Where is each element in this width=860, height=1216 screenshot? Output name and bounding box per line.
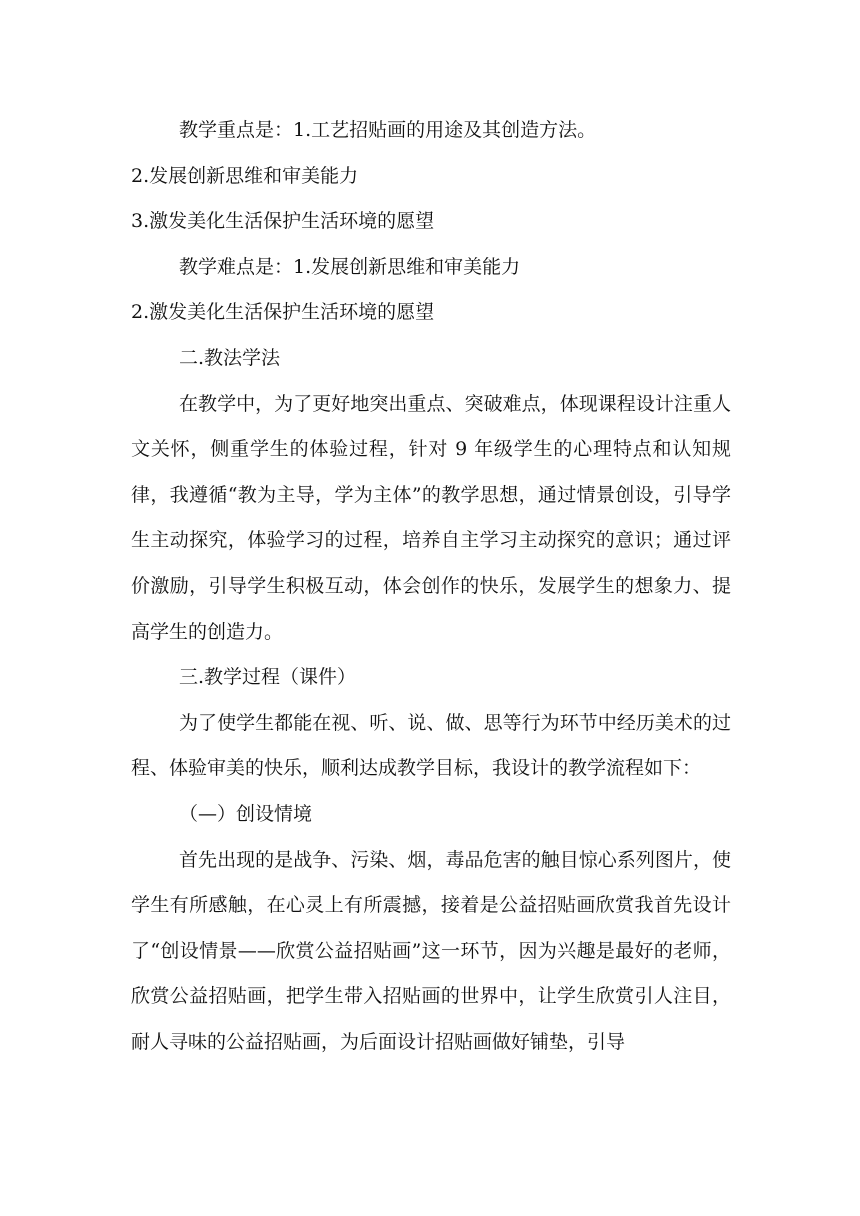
section-heading-process: 三.教学过程（课件） xyxy=(179,666,357,689)
subsection-heading-scenario: （—）创设情境 xyxy=(179,802,313,825)
difficult-point-2: 2.激发美化生活保护生活环境的愿望 xyxy=(131,301,435,324)
section-heading-methods: 二.教法学法 xyxy=(179,346,281,369)
document-body xyxy=(131,108,731,1065)
difficult-points-paragraph: 教学难点是：1.发展创新思维和审美能力 xyxy=(179,255,521,278)
scenario-paragraph: 首先出现的是战争、污染、烟，毒品危害的触目惊心系列图片，使学生有所感触，在心灵上有所震撼，接着是公益招贴画欣赏我首先设计了“创设情景——欣赏公益招贴画”这一环节，因为兴趣是最好的老师，欣赏公益招贴画，把学生带入招贴画的世界中，让学生欣赏引人注目，耐人寻味的公益招贴画，为后面设计招贴画做好铺垫，引导 xyxy=(131,848,731,1053)
key-point-3: 3.激发美化生活保护生活环境的愿望 xyxy=(131,210,435,233)
process-intro-paragraph: 为了使学生都能在视、听、说、做、思等行为环节中经历美术的过程、体验审美的快乐，顺利达成教学目标，我设计的教学流程如下： xyxy=(131,711,731,780)
key-points-paragraph: 教学重点是：1.工艺招贴画的用途及其创造方法。 xyxy=(179,119,597,141)
key-point-2: 2.发展创新思维和审美能力 xyxy=(131,164,359,187)
methods-paragraph: 在教学中，为了更好地突出重点、突破难点，体现课程设计注重人文关怀，侧重学生的体验过程，针对 9 年级学生的心理特点和认知规律，我遵循“教为主导，学为主体”的教学思想，通过情景创设，引导学生主动探究，体验学习的过程，培养自主学习主动探究的意识；通过评价激励，引导学生积极互动，体会创作的快乐，发展学生的想象力、提高学生的创造力。 xyxy=(131,392,731,643)
